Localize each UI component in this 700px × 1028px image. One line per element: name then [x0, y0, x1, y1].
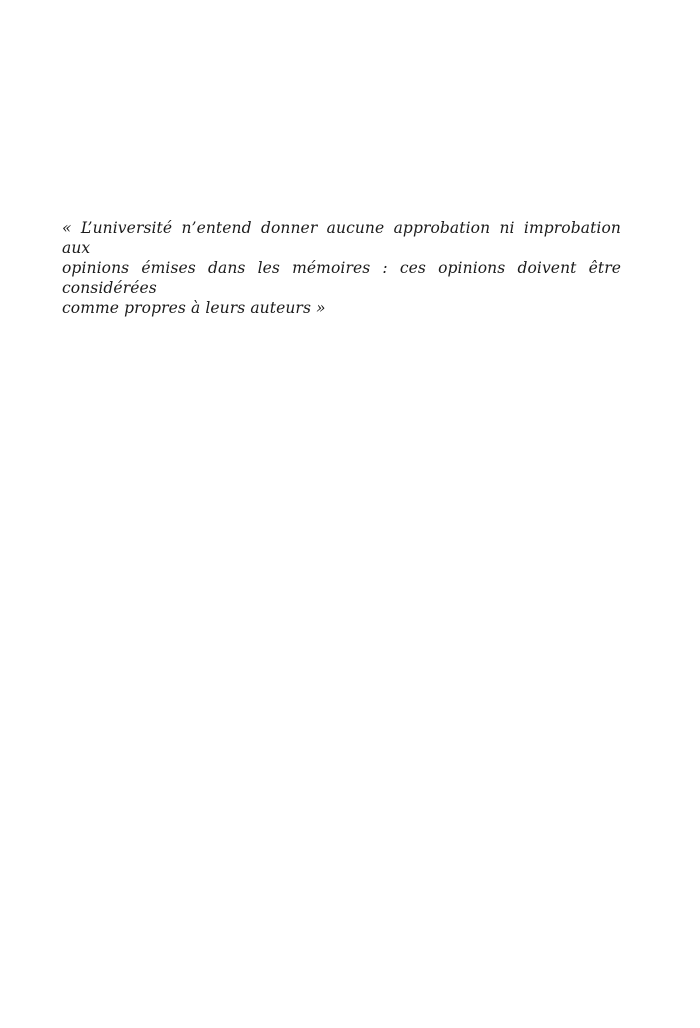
university-disclaimer-quote [62, 218, 621, 318]
quote-line: opinions émises dans les mémoires : ces opinions doivent être considérées [62, 259, 621, 297]
quote-line: « L’université n’entend donner aucune approbation ni improbation aux [62, 219, 621, 257]
quote-line: comme propres à leurs auteurs » [62, 299, 326, 317]
